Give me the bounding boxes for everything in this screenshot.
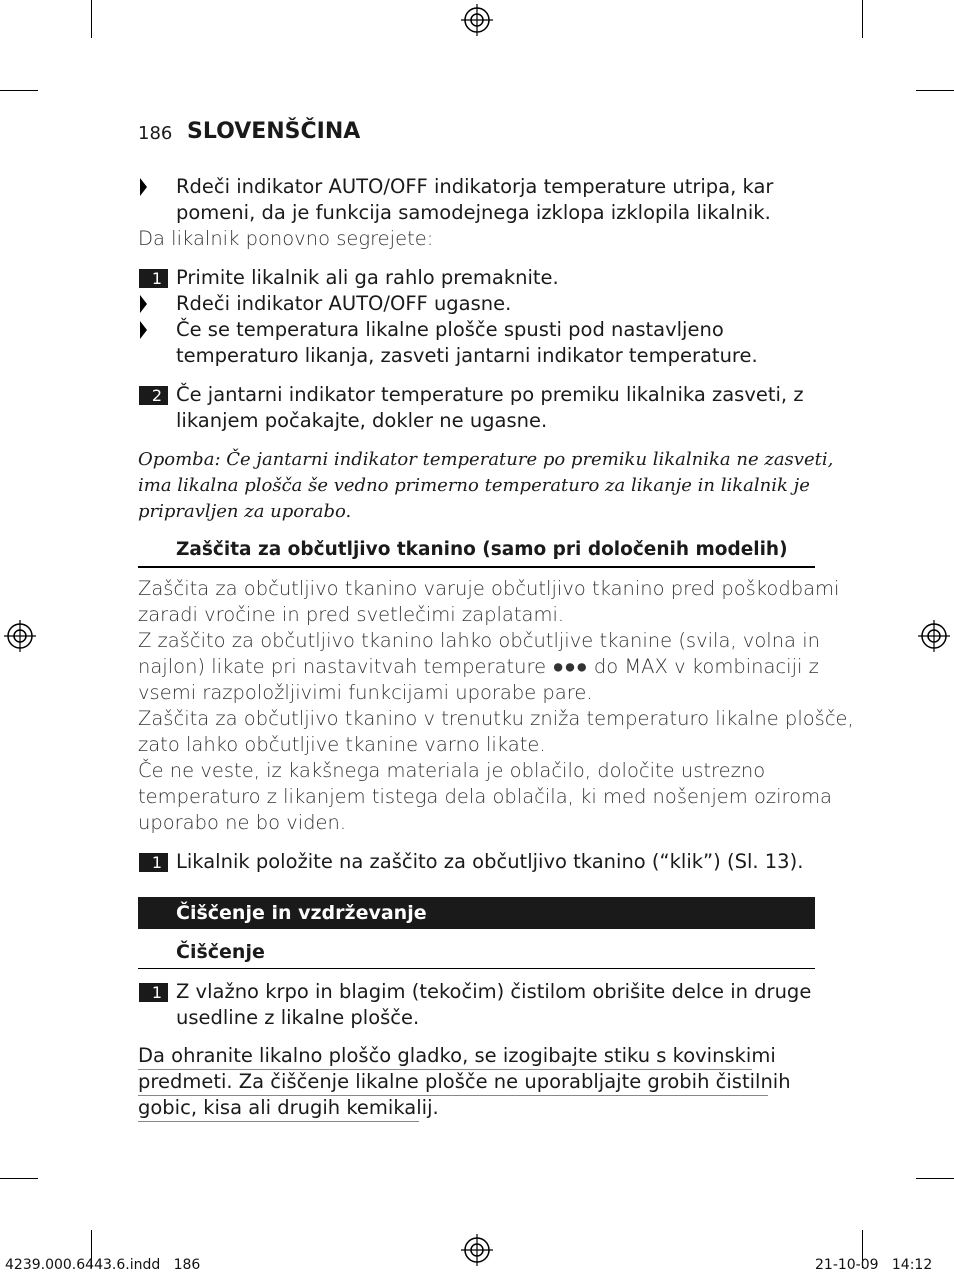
body-text: Če se temperatura likalne plošče spusti pod nastavljeno xyxy=(176,318,724,341)
step-number: 1 xyxy=(139,269,168,288)
bullet-icon xyxy=(140,295,147,313)
body-text: pomeni, da je funkcija samodejnega izklopa izklopila likalnik. xyxy=(176,201,771,224)
body-text: Rdeči indikator AUTO/OFF indikatorja temperature utripa, kar xyxy=(176,175,774,198)
note-text: Opomba: Če jantarni indikator temperature po premiku likalnika ne zasveti, xyxy=(138,449,834,470)
warning-text: gobic, kisa ali drugih kemikalij. xyxy=(138,1095,419,1122)
paragraph-line: Zaščita za občutljivo tkanino varuje občutljivo tkanino pred poškodbami xyxy=(138,577,840,600)
crop-mark xyxy=(916,1178,954,1179)
warning-text: Da ohranite likalno ploščo gladko, se izogibajte stiku s kovinskimi xyxy=(138,1043,752,1070)
crop-mark xyxy=(862,0,863,38)
step-text: Primite likalnik ali ga rahlo premaknite. xyxy=(176,266,559,289)
paragraph-line: zaradi vročine in pred svetlečimi zaplatami. xyxy=(138,603,565,626)
step-text: Likalnik položite na zaščito za občutljivo tkanino (“klik”) (Sl. 13). xyxy=(176,850,804,873)
paragraph-line: najlon) likate pri nastavitvah temperature ●●● do MAX v kombinaciji z xyxy=(138,655,819,678)
subsection-heading: Čiščenje xyxy=(176,941,265,963)
step-text: likanjem počakajte, dokler ne ugasne. xyxy=(176,409,548,432)
step-number: 2 xyxy=(139,386,168,405)
footer-date: 21-10-09 14:12 xyxy=(815,1257,933,1273)
paragraph-line: uporabo ne bo viden. xyxy=(138,811,347,834)
paragraph-line: zato lahko občutljive tkanine varno likate. xyxy=(138,733,546,756)
note-text: ima likalna plošča še vedno primerno temperaturo za likanje in likalnik je xyxy=(138,475,810,496)
paragraph-line: temperaturo z likanjem tistega dela oblačila, ki med nošenjem oziroma xyxy=(138,785,833,808)
step-number: 1 xyxy=(139,853,168,872)
paragraph-line: vsemi razpoložljivimi funkcijami uporabe pare. xyxy=(138,681,593,704)
note-text: pripravljen za uporabo. xyxy=(138,501,352,522)
crop-mark xyxy=(0,90,38,91)
crop-mark xyxy=(0,1178,38,1179)
paragraph-line: Če ne veste, iz kakšnega materiala je oblačilo, določite ustrezno xyxy=(138,759,766,782)
crop-mark xyxy=(91,0,92,38)
step-number: 1 xyxy=(139,983,168,1002)
paragraph-line: Zaščita za občutljivo tkanino v trenutku zniža temperaturo likalne plošče, xyxy=(138,707,854,730)
paragraph-line: Z zaščito za občutljivo tkanino lahko občutljive tkanine (svila, volna in xyxy=(138,629,820,652)
subsection-divider xyxy=(138,968,815,969)
registration-mark-icon xyxy=(461,4,493,36)
bullet-icon xyxy=(140,178,147,196)
registration-mark-icon xyxy=(461,1234,493,1266)
body-text: Da likalnik ponovno segrejete: xyxy=(138,227,434,250)
page-number: 186 xyxy=(138,123,173,144)
registration-mark-icon xyxy=(918,620,950,652)
bullet-icon xyxy=(140,321,147,339)
step-text: Z vlažno krpo in blagim (tekočim) čistilom obrišite delce in druge xyxy=(176,980,812,1003)
section-heading: Zaščita za občutljivo tkanino (samo pri določenih modelih) xyxy=(176,539,788,560)
footer-file: 4239.000.6443.6.indd 186 xyxy=(5,1257,201,1273)
warning-text: predmeti. Za čiščenje likalne plošče ne uporabljajte grobih čistilnih xyxy=(138,1069,768,1096)
step-text: Če jantarni indikator temperature po premiku likalnika zasveti, z xyxy=(176,383,804,406)
page-title: SLOVENŠČINA xyxy=(187,119,361,144)
registration-mark-icon xyxy=(4,620,36,652)
section-divider xyxy=(138,566,815,568)
section-banner-title: Čiščenje in vzdrževanje xyxy=(176,902,427,924)
body-text: temperaturo likanja, zasveti jantarni indikator temperature. xyxy=(176,344,758,367)
step-text: usedline z likalne plošče. xyxy=(176,1006,420,1029)
body-text: Rdeči indikator AUTO/OFF ugasne. xyxy=(176,292,512,315)
crop-mark xyxy=(916,90,954,91)
